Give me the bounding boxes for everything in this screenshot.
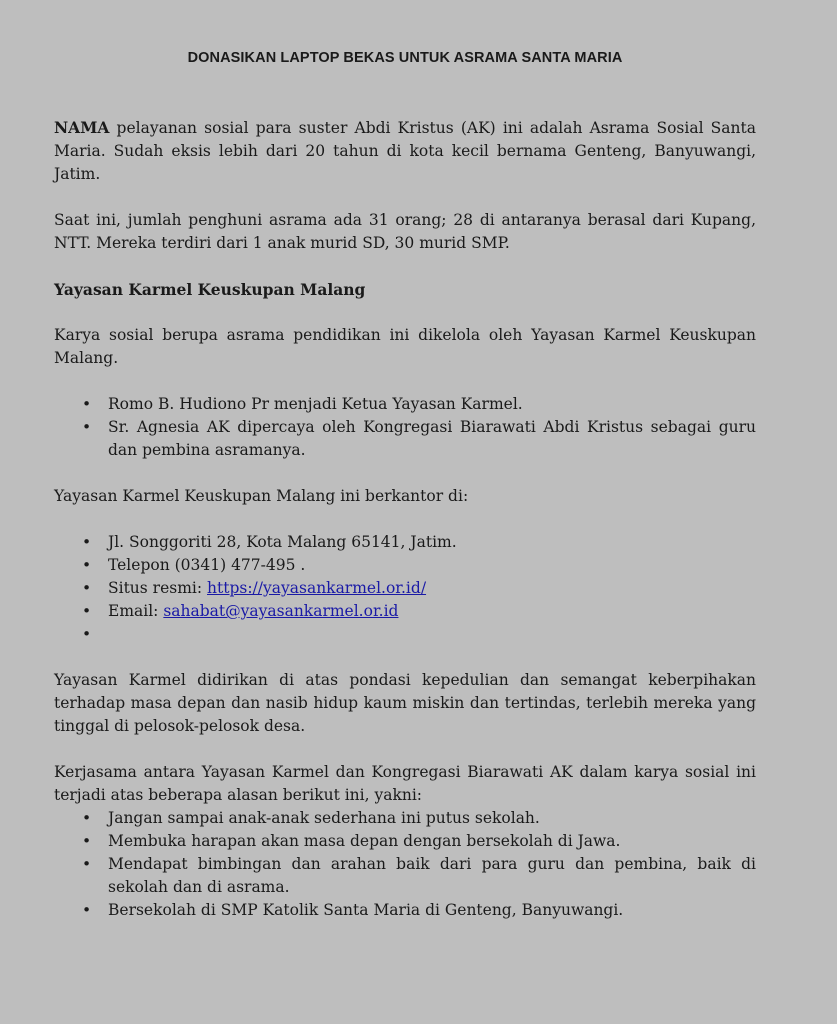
email-label: Email:: [108, 602, 164, 620]
address-item: • Jl. Songgoriti 28, Kota Malang 65141, Jatim.: [108, 531, 756, 554]
empty-list-item: [108, 623, 756, 646]
management-paragraph: Karya sosial berupa asrama pendidikan ini dikelola oleh Yayasan Karmel Keuskupan Malang.: [54, 326, 756, 367]
list-item: • Jangan sampai anak-anak sederhana ini putus sekolah.: [108, 807, 756, 830]
website-link[interactable]: https://yayasankarmel.or.id/: [207, 579, 427, 597]
email-link[interactable]: sahabat@yayasankarmel.or.id: [163, 602, 399, 620]
document-title: DONASIKAN LAPTOP BEKAS UNTUK ASRAMA SANTA MARIA: [187, 50, 623, 66]
list-item: • Membuka harapan akan masa depan dengan bersekolah di Jawa.: [108, 830, 756, 853]
reasons-list: [54, 807, 756, 922]
intro-bold-word: NAMA: [54, 118, 110, 137]
foundation-paragraph: Yayasan Karmel didirikan di atas pondasi kepedulian dan semangat keberpihakan terhadap masa depan dan nasib hidup kaum miskin dan tertindas, terlebih mereka yang tinggal di pelosok-pelosok desa.: [54, 671, 756, 735]
section-heading: Yayasan Karmel Keuskupan Malang: [54, 280, 366, 299]
email-item: [108, 600, 756, 623]
phone-item: • Telepon (0341) 477-495 .: [108, 554, 756, 577]
leaders-list: [54, 393, 756, 462]
website-label: Situs resmi:: [108, 579, 208, 597]
cooperation-paragraph: Kerjasama antara Yayasan Karmel dan Kongregasi Biarawati AK dalam karya sosial ini terjadi atas beberapa alasan berikut ini, yakni:: [54, 763, 756, 804]
list-item: • Sr. Agnesia AK dipercaya oleh Kongregasi Biarawati Abdi Kristus sebagai guru dan pembina asramanya.: [108, 416, 756, 462]
contact-list: [54, 531, 756, 646]
document-page: [54, 47, 756, 922]
intro-paragraph: [54, 116, 756, 186]
list-item: • Bersekolah di SMP Katolik Santa Maria di Genteng, Banyuwangi.: [108, 899, 756, 922]
list-item: • Mendapat bimbingan dan arahan baik dari para guru dan pembina, baik di sekolah dan di asrama.: [108, 853, 756, 899]
office-paragraph: Yayasan Karmel Keuskupan Malang ini berkantor di:: [54, 487, 469, 505]
website-item: [108, 577, 756, 600]
list-item: • Romo B. Hudiono Pr menjadi Ketua Yayasan Karmel.: [108, 393, 756, 416]
intro-text: pelayanan sosial para suster Abdi Kristus (AK) ini adalah Asrama Sosial Santa Maria. Sudah eksis lebih dari 20 tahun di kota kecil bernama Genteng, Banyuwangi, Jatim.: [54, 119, 756, 183]
residents-paragraph: Saat ini, jumlah penghuni asrama ada 31 orang; 28 di antaranya berasal dari Kupang, NTT. Mereka terdiri dari 1 anak murid SD, 30 murid SMP.: [54, 211, 756, 252]
